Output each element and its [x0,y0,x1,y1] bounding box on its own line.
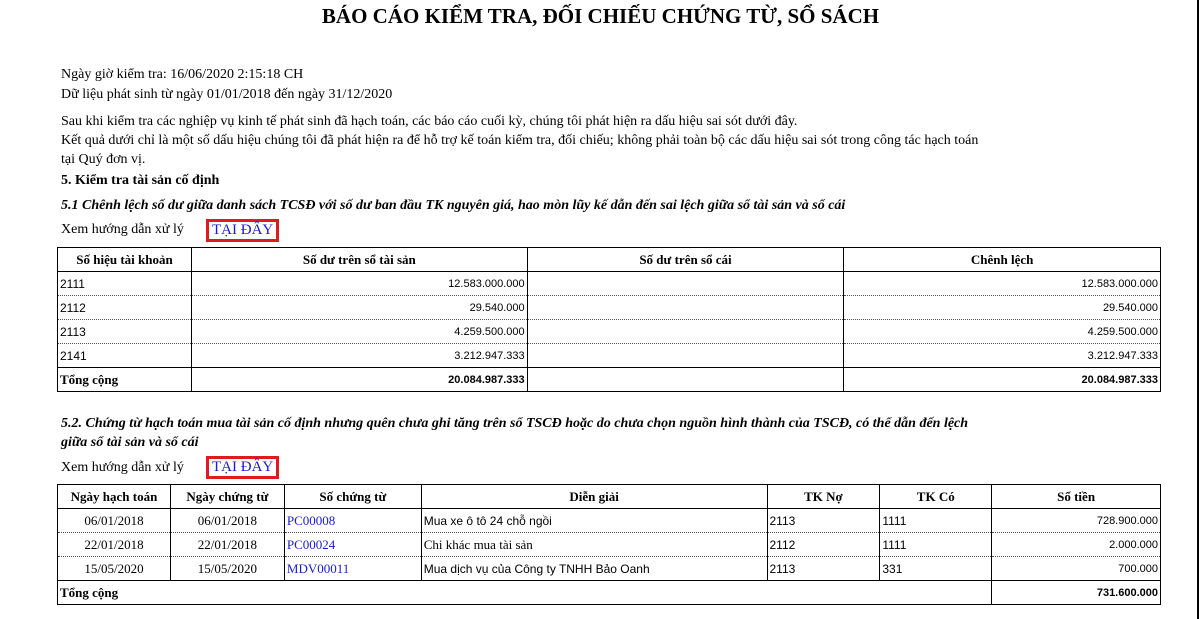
debit-account-cell: 2112 [767,533,880,557]
table-row [58,344,1161,368]
credit-account-cell: 1111 [880,509,992,533]
col-header-posting-date: Ngày hạch toán [58,485,171,509]
difference-cell: 3.212.947.333 [844,344,1161,368]
difference-cell: 12.583.000.000 [844,272,1161,296]
check-time: Ngày giờ kiểm tra: 16/06/2020 2:15:18 CH [61,67,304,82]
table-row [58,320,1161,344]
table-5-2 [57,484,1161,605]
col-header-credit-account: TK Có [880,485,992,509]
ledger-balance-cell [527,320,844,344]
total-asset-balance: 20.084.987.333 [191,368,527,392]
account-cell: 2113 [58,320,192,344]
difference-cell: 4.259.500.000 [844,320,1161,344]
document-number-link[interactable]: PC00024 [284,533,421,557]
ledger-balance-cell [527,296,844,320]
table-row [58,296,1161,320]
report-title: BÁO CÁO KIỂM TRA, ĐỐI CHIẾU CHỨNG TỪ, SỔ SÁCH [321,4,880,28]
document-date-cell: 15/05/2020 [170,557,284,581]
section-5-heading: 5. Kiểm tra tài sản cố định [61,173,220,188]
col-header-description: Diễn giải [421,485,767,509]
description-cell: Mua dịch vụ của Công ty TNHH Bảo Oanh [421,557,767,581]
table-row [58,272,1161,296]
description-cell: Chi khác mua tài sản [421,533,767,557]
total-amount: 731.600.000 [992,581,1161,605]
col-header-document-number: Số chứng từ [284,485,421,509]
total-label: Tổng cộng [58,368,192,392]
total-row [58,368,1161,392]
page-edge-rule [1197,0,1199,619]
ledger-balance-cell [527,344,844,368]
section-5-2-heading-line-2: giữa sổ tài sản và sổ cái [61,435,199,450]
intro-line-2: Kết quả dưới chỉ là một số dấu hiệu chúng tôi đã phát hiện ra để hỗ trợ kế toán kiểm tra, đối chiếu; không phải toàn bộ các dấu hiệu sai sót trong công tác hạch toán [61,133,979,148]
debit-account-cell: 2113 [767,557,880,581]
amount-cell: 2.000.000 [992,533,1161,557]
guide-prefix-5-1: Xem hướng dẫn xử lý [61,222,184,237]
difference-cell: 29.540.000 [844,296,1161,320]
col-header-difference: Chênh lệch [844,248,1161,272]
asset-balance-cell: 3.212.947.333 [191,344,527,368]
debit-account-cell: 2113 [767,509,880,533]
table-row [58,509,1161,533]
guide-prefix-5-2: Xem hướng dẫn xử lý [61,460,184,475]
asset-balance-cell: 12.583.000.000 [191,272,527,296]
document-number-link[interactable]: MDV00011 [284,557,421,581]
asset-balance-cell: 29.540.000 [191,296,527,320]
table-5-1 [57,247,1161,392]
total-ledger-balance [527,368,844,392]
amount-cell: 728.900.000 [992,509,1161,533]
asset-balance-cell: 4.259.500.000 [191,320,527,344]
document-date-cell: 22/01/2018 [170,533,284,557]
total-difference: 20.084.987.333 [844,368,1161,392]
total-row [58,581,1161,605]
intro-line-3: tại Quý đơn vị. [61,152,146,167]
credit-account-cell: 1111 [880,533,992,557]
col-header-amount: Số tiền [992,485,1161,509]
account-cell: 2111 [58,272,192,296]
credit-account-cell: 331 [880,557,992,581]
document-date-cell: 06/01/2018 [170,509,284,533]
guide-link-5-1[interactable]: TẠI ĐÂY [206,219,279,242]
total-label: Tổng cộng [58,581,992,605]
col-header-debit-account: TK Nợ [767,485,880,509]
posting-date-cell: 15/05/2020 [58,557,171,581]
amount-cell: 700.000 [992,557,1161,581]
account-cell: 2141 [58,344,192,368]
description-cell: Mua xe ô tô 24 chỗ ngồi [421,509,767,533]
section-5-2-heading-line-1: 5.2. Chứng từ hạch toán mua tài sản cố định nhưng quên chưa ghi tăng trên sổ TSCĐ hoặc do chưa chọn nguồn hình thành của TSCĐ, có thể dẫn đến lệch [61,416,969,431]
section-5-1-heading: 5.1 Chênh lệch số dư giữa danh sách TCSĐ với số dư ban đầu TK nguyên giá, hao mòn lũy kế dẫn đến sai lệch giữa sổ tài sản và sổ cái [61,198,846,213]
data-range: Dữ liệu phát sinh từ ngày 01/01/2018 đến ngày 31/12/2020 [61,87,393,102]
table-row [58,533,1161,557]
ledger-balance-cell [527,272,844,296]
col-header-document-date: Ngày chứng từ [170,485,284,509]
table-row [58,557,1161,581]
guide-link-5-2[interactable]: TẠI ĐÂY [206,456,279,479]
intro-line-1: Sau khi kiểm tra các nghiệp vụ kinh tế phát sinh đã hạch toán, các báo cáo cuối kỳ, chúng tôi phát hiện ra dấu hiệu sai sót dưới đây. [61,114,798,129]
col-header-ledger-balance: Số dư trên sổ cái [527,248,844,272]
posting-date-cell: 06/01/2018 [58,509,171,533]
col-header-account: Số hiệu tài khoản [58,248,192,272]
document-number-link[interactable]: PC00008 [284,509,421,533]
col-header-asset-balance: Số dư trên sổ tài sản [191,248,527,272]
posting-date-cell: 22/01/2018 [58,533,171,557]
account-cell: 2112 [58,296,192,320]
